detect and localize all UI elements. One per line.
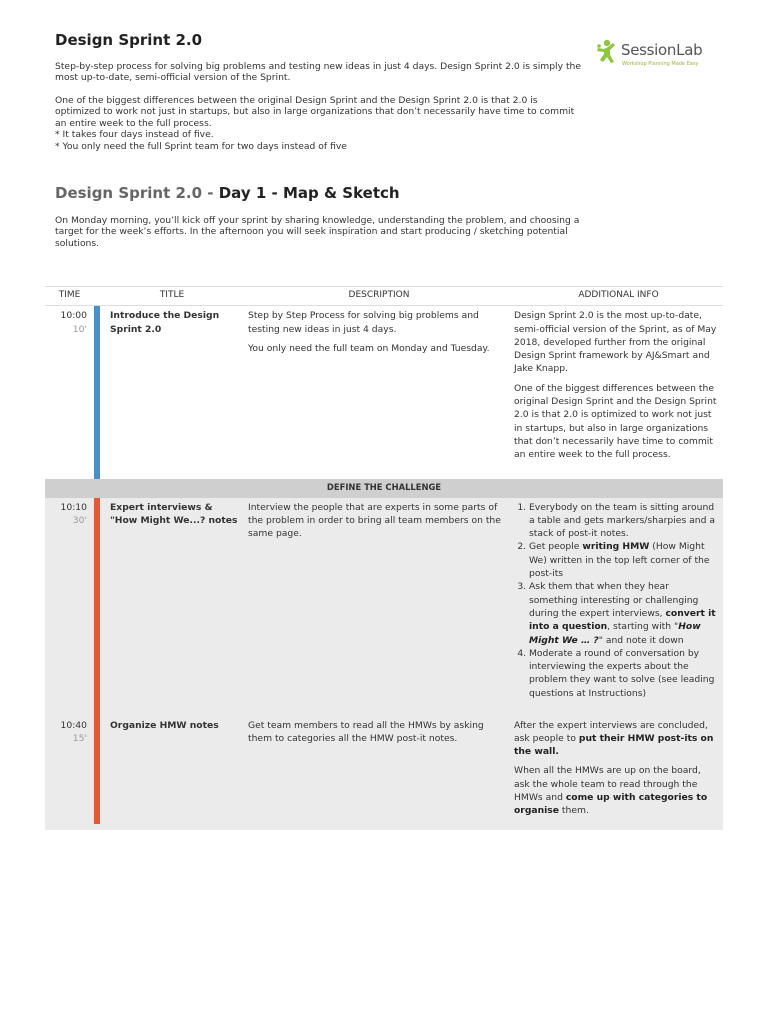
day-heading-prefix: Design Sprint 2.0 -	[55, 184, 219, 202]
day-description: On Monday morning, you’ll kick off your sprint by sharing knowledge, understanding the problem, and choosing a target for the week’s efforts. In the afternoon you will seek inspiration and start producing / sketching potential solutions.	[55, 215, 580, 249]
table-header-row	[45, 287, 723, 306]
table-row	[45, 498, 723, 716]
table-row	[45, 716, 723, 830]
start-time: 10:40	[60, 719, 87, 731]
info-text: One of the biggest differences between the original Design Sprint and the Design Sprint 2.0 is that 2.0 is optimized to work not just in startups, but also in large organizations that don’t necessarily have time to commit an entire week to the full process.	[514, 382, 717, 461]
logo-tagline: Workshop Planning Made Easy	[622, 61, 699, 67]
info-text: Design Sprint 2.0 is the most up-to-date, semi-official version of the Sprint, as of May 2018, developed further from the original Design Sprint framework by AJ&Smart and Jake Knapp.	[514, 310, 717, 375]
intro-paragraph-2	[55, 95, 585, 152]
block-additional-info	[514, 716, 723, 830]
intro-text-2: One of the biggest differences between the original Design Sprint and the Design Sprint 2.0 is that 2.0 is optimized to work not just in startups, but also in large organizations that don’t necessarily have time to commit an entire week to the full process.	[55, 95, 575, 129]
block-title: Expert interviews & "How Might We...? notes	[100, 498, 244, 716]
time-cell	[45, 306, 94, 480]
description-text: Get team members to read all the HMWs by asking them to categories all the HMW post-it notes.	[248, 719, 484, 744]
header-description: DESCRIPTION	[244, 287, 514, 306]
header-time: TIME	[45, 287, 94, 306]
agenda-table	[45, 286, 723, 830]
intro-bullet-2: * You only need the full Sprint team for two days instead of five	[55, 140, 347, 152]
start-time: 10:10	[60, 501, 87, 513]
header-additional-info: ADDITIONAL INFO	[514, 287, 723, 306]
block-title: Organize HMW notes	[100, 716, 244, 830]
info-text: After the expert interviews are concluded, ask people to put their HMW post-its on the wall.	[514, 719, 714, 758]
header-title: TITLE	[100, 287, 244, 306]
description-text: You only need the full team on Monday and Tuesday.	[248, 342, 490, 354]
intro-bullet-1: * It takes four days instead of five.	[55, 129, 214, 141]
block-additional-info	[514, 306, 723, 480]
block-description	[244, 716, 514, 830]
time-cell	[45, 498, 94, 716]
sessionlab-logo	[595, 38, 725, 70]
list-item: 4. Moderate a round of conversation by interviewing the experts about the problem they want to solve (see leading questions at Instructions)	[529, 647, 719, 700]
block-additional-info	[514, 498, 723, 716]
time-cell	[45, 716, 94, 830]
description-text: Interview the people that are experts in some parts of the problem in order to bring all team members on the same page.	[248, 501, 501, 540]
duration: 10'	[72, 323, 87, 335]
start-time: 10:00	[60, 310, 87, 322]
section-header-row	[45, 479, 723, 497]
intro-paragraph-1	[55, 61, 585, 84]
list-item: 3. Ask them that when they hear something interesting or challenging during the expert interviews, convert it into a question, starting with "How Might We … ?" and note it down	[529, 580, 719, 646]
duration: 30'	[72, 514, 87, 526]
day-heading	[55, 184, 400, 202]
sessionlab-figure-icon	[595, 38, 621, 64]
list-item: 1. Everybody on the team is sitting around a table and gets markers/sharpies and a stack of post-it notes.	[529, 501, 719, 541]
section-label: DEFINE THE CHALLENGE	[45, 479, 723, 497]
info-text: When all the HMWs are up on the board, ask the whole team to read through the HMWs and come up with categories to organise them.	[514, 765, 708, 817]
instruction-list	[514, 501, 719, 700]
list-item: 2. Get people writing HMW (How Might We) written in the top left corner of the post-its	[529, 540, 719, 580]
block-description	[244, 306, 514, 480]
table-row	[45, 306, 723, 480]
day-heading-title: Day 1 - Map & Sketch	[218, 184, 400, 202]
block-title: Introduce the Design Sprint 2.0	[110, 310, 220, 335]
intro-text-1: Step-by-step process for solving big problems and testing new ideas in just 4 days. Design Sprint 2.0 is simply the most up-to-date, semi-official version of the Sprint.	[55, 61, 582, 84]
logo-text: SessionLab	[621, 41, 703, 59]
page-title: Design Sprint 2.0	[55, 31, 203, 49]
duration: 15'	[72, 732, 87, 744]
description-text: Step by Step Process for solving big problems and testing new ideas in just 4 days.	[248, 310, 479, 335]
block-description	[244, 498, 514, 716]
